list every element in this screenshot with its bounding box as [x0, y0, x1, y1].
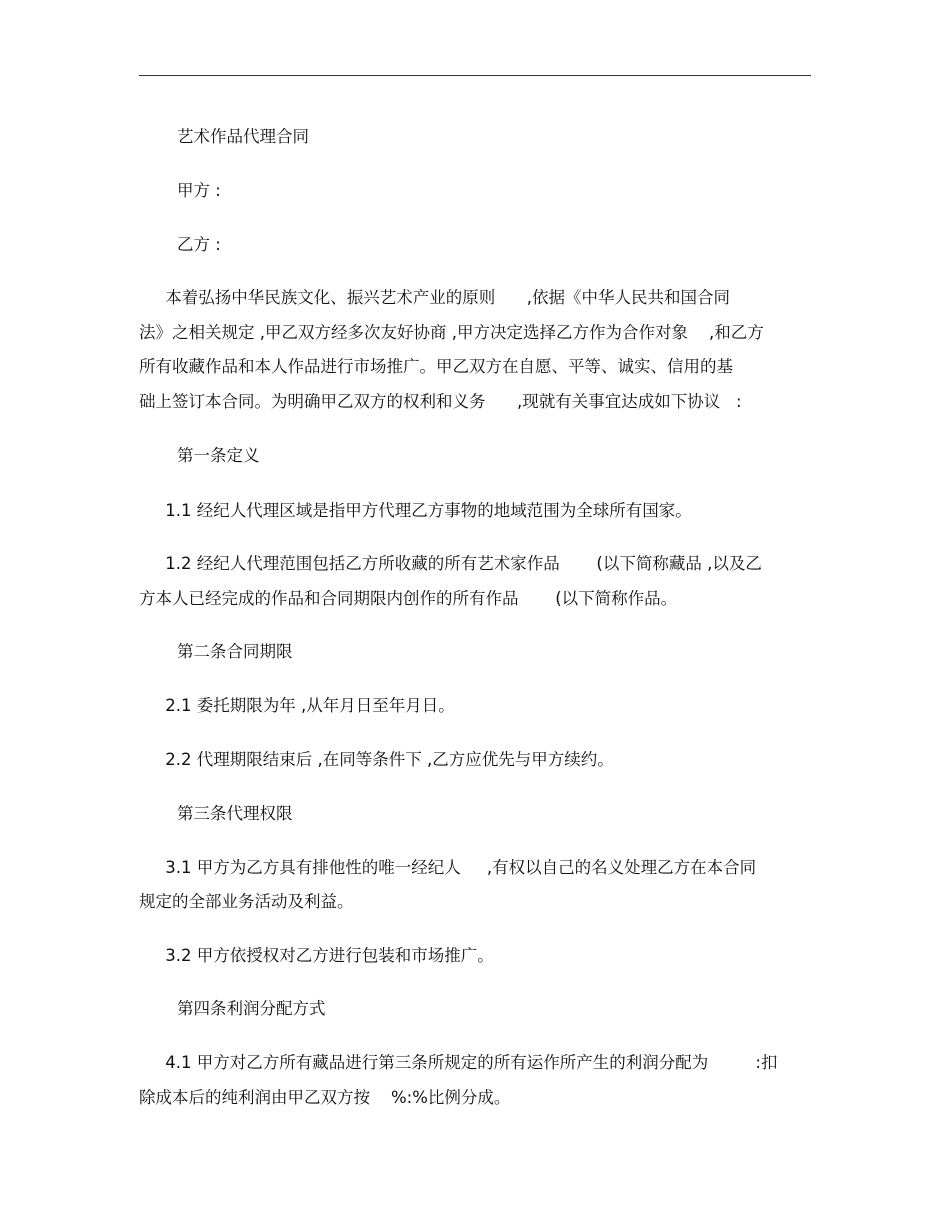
clause-2-2: 2.2 代理期限结束后 ,在同等条件下 ,乙方应优先与甲方续约。 — [139, 750, 614, 769]
clause-1-1: 1.1 经纪人代理区域是指甲方代理乙方事物的地域范围为全球所有国家。 — [139, 501, 692, 520]
header-rule — [139, 75, 811, 76]
clause-line: 1.2 经纪人代理范围包括乙方所收藏的所有艺术家作品 (以下简称藏品 ,以及乙 — [139, 554, 762, 573]
preamble-line: 所有收藏作品和本人作品进行市场推广。甲乙双方在自愿、平等、诚实、信用的基 — [139, 357, 733, 376]
party-b-line: 乙方 : — [177, 235, 221, 254]
contract-title: 艺术作品代理合同 — [177, 127, 309, 146]
clause-line: 方本人已经完成的作品和合同期限内创作的所有作品 (以下简称作品。 — [139, 589, 678, 608]
clause-2-1: 2.1 委托期限为年 ,从年月日至年月日。 — [139, 696, 455, 715]
preamble-line: 法》之相关规定 ,甲乙双方经多次友好协商 ,甲方决定选择乙方作为合作对象 ,和乙方 — [139, 323, 764, 342]
preamble-line: 础上签订本合同。为明确甲乙双方的权利和义务 ,现就有关事宜达成如下协议 : — [139, 392, 742, 411]
clause-line: 除成本后的纯利润由甲乙双方按 %:%比例分成。 — [139, 1088, 511, 1107]
party-a-line: 甲方 : — [177, 181, 221, 200]
clause-line: 3.1 甲方为乙方具有排他性的唯一经纪人 ,有权以自己的名义处理乙方在本合同 — [139, 858, 757, 877]
clause-line: 规定的全部业务活动及利益。 — [139, 892, 354, 911]
article-2-heading: 第二条合同期限 — [177, 642, 293, 661]
clause-line: 4.1 甲方对乙方所有藏品进行第三条所规定的所有运作所产生的利润分配为 :扣 — [139, 1053, 778, 1072]
clause-3-2: 3.2 甲方依授权对乙方进行包装和市场推广。 — [139, 946, 494, 965]
preamble-line: 本着弘扬中华民族文化、振兴艺术产业的原则 ,依据《中华人民共和国合同 — [139, 288, 730, 307]
article-1-heading: 第一条定义 — [177, 446, 260, 465]
article-4-heading: 第四条利润分配方式 — [177, 999, 326, 1018]
article-3-heading: 第三条代理权限 — [177, 804, 293, 823]
